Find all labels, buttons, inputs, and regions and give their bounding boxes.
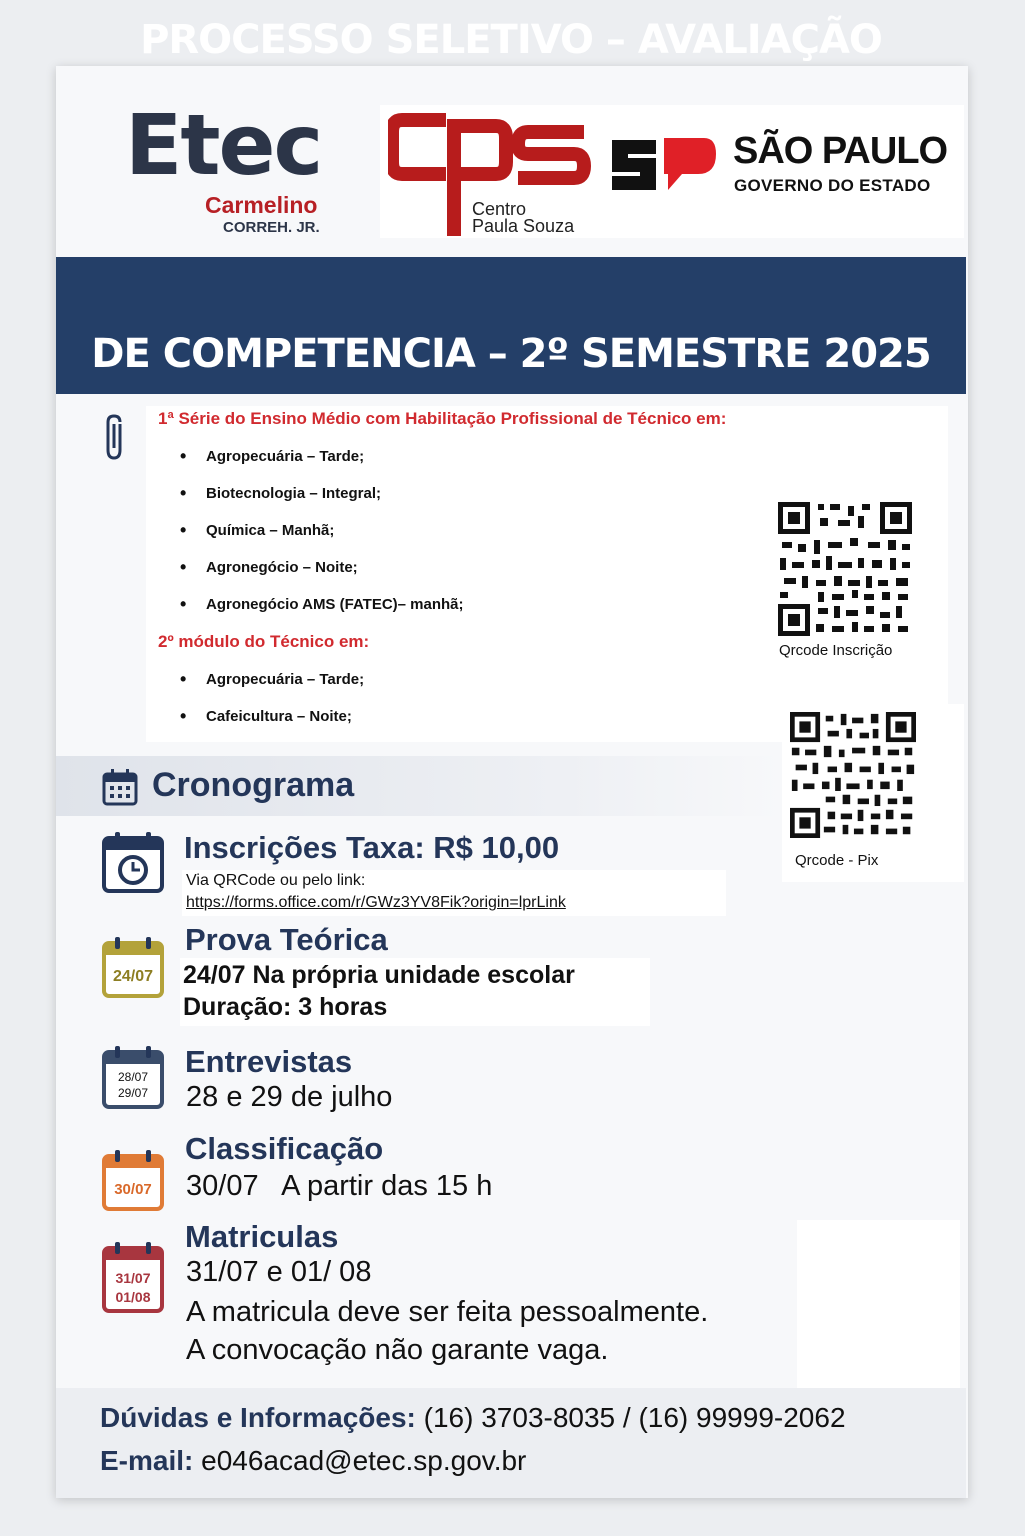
matriculas-line3: A convocação não garante vaga. bbox=[186, 1334, 609, 1366]
matriculas-line1: 31/07 e 01/ 08 bbox=[186, 1256, 372, 1288]
inscricoes-title: Inscrições Taxa: R$ 10,00 bbox=[184, 830, 560, 865]
blank-box bbox=[797, 1220, 960, 1400]
course-item: • Cafeicultura – Noite; bbox=[182, 708, 352, 725]
entrevistas-line1: 28 e 29 de julho bbox=[186, 1081, 393, 1113]
footer-email-address[interactable]: e046acad@etec.sp.gov.br bbox=[193, 1445, 527, 1476]
banner-line1: PROCESSO SELETIVO – AVALIAÇÃO bbox=[140, 17, 882, 63]
cronograma-title: Cronograma bbox=[152, 766, 355, 804]
matriculas-line2: A matricula deve ser feita pessoalmente. bbox=[186, 1296, 709, 1328]
entrevistas-badge-1: 28/07 bbox=[117, 1070, 149, 1084]
etec-logo-text: Etec bbox=[125, 96, 322, 194]
courses-heading-2: 2º módulo do Técnico em: bbox=[158, 632, 370, 651]
paperclip-icon bbox=[100, 412, 130, 464]
inscricoes-via: Via QRCode ou pelo link: bbox=[186, 872, 366, 889]
course-item: • Agronegócio AMS (FATEC)– manhã; bbox=[182, 596, 464, 613]
etec-school-name: Carmelino bbox=[205, 192, 318, 218]
sp-subtitle: GOVERNO DO ESTADO bbox=[734, 176, 931, 195]
cps-sub-line1: Centro bbox=[472, 199, 527, 219]
classificacao-title: Classificação bbox=[185, 1131, 384, 1166]
course-item: • Biotecnologia – Integral; bbox=[182, 485, 381, 502]
calendar-matriculas-icon bbox=[101, 1240, 165, 1314]
entrevistas-badge-2: 29/07 bbox=[117, 1086, 149, 1100]
qrcode-pix-label: Qrcode - Pix bbox=[795, 852, 879, 869]
course-item: • Agronegócio – Noite; bbox=[182, 559, 358, 576]
prova-line1: 24/07 Na própria unidade escolar bbox=[183, 961, 575, 989]
footer-email-label: E-mail: bbox=[100, 1445, 194, 1476]
course-item: • Agropecuária – Tarde; bbox=[182, 448, 364, 465]
qrcode-inscricao-label: Qrcode Inscrição bbox=[779, 642, 893, 659]
sp-logo-icon bbox=[608, 132, 720, 194]
calendar-prova-icon bbox=[101, 935, 165, 999]
calendar-classificacao-icon bbox=[101, 1148, 165, 1212]
inscricoes-link[interactable]: https://forms.office.com/r/GWz3YV8Fik?origin=lprLink bbox=[186, 894, 566, 911]
banner-line2: DE COMPETENCIA – 2º SEMESTRE 2025 bbox=[91, 331, 931, 377]
prova-badge: 24/07 bbox=[112, 968, 154, 985]
prova-title: Prova Teórica bbox=[185, 922, 388, 957]
cps-sub-line2: Paula Souza bbox=[472, 216, 575, 236]
classificacao-line1: 30/07 A partir das 15 h bbox=[186, 1170, 493, 1202]
calendar-icon bbox=[102, 768, 138, 806]
classificacao-badge: 30/07 bbox=[114, 1181, 152, 1198]
qrcode-inscricao[interactable] bbox=[778, 502, 912, 636]
course-item: • Agropecuária – Tarde; bbox=[182, 671, 364, 688]
matriculas-badge-1: 31/07 bbox=[115, 1270, 151, 1286]
entrevistas-title: Entrevistas bbox=[185, 1044, 353, 1079]
courses-heading-1: 1ª Série do Ensino Médio com Habilitação Profissional de Técnico em: bbox=[158, 409, 727, 428]
matriculas-title: Matriculas bbox=[185, 1219, 339, 1254]
footer-email bbox=[100, 1445, 526, 1477]
footer-contact-label: Dúvidas e Informações: bbox=[100, 1402, 416, 1433]
sp-title: SÃO PAULO bbox=[733, 130, 948, 172]
qrcode-pix[interactable] bbox=[790, 712, 916, 838]
clock-calendar-icon bbox=[101, 830, 165, 894]
footer-phones[interactable]: (16) 3703-8035 / (16) 99999-2062 bbox=[415, 1402, 846, 1433]
course-item: • Química – Manhã; bbox=[182, 522, 334, 539]
etec-logo bbox=[125, 96, 335, 240]
calendar-entrevistas-icon bbox=[101, 1044, 165, 1110]
etec-school-sub: CORREH. JR. bbox=[223, 219, 320, 236]
prova-line2: Duração: 3 horas bbox=[183, 993, 388, 1021]
cps-logo-subtitle bbox=[472, 201, 574, 235]
matriculas-badge-2: 01/08 bbox=[115, 1289, 151, 1305]
footer-contact bbox=[100, 1402, 846, 1434]
